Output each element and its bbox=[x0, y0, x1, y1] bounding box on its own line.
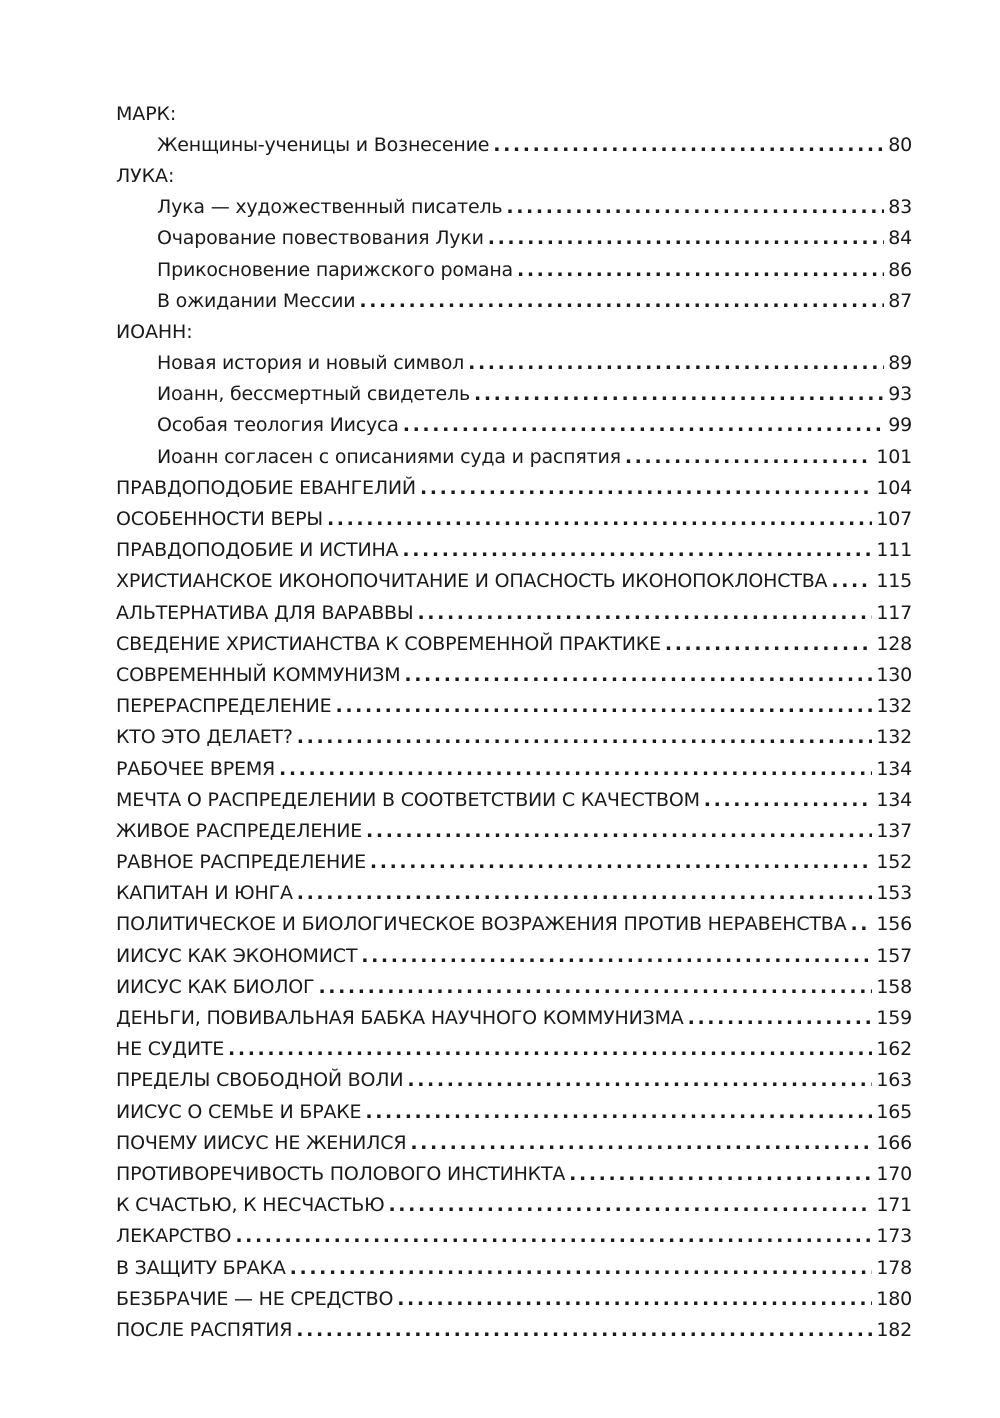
toc-dot-leader bbox=[297, 726, 873, 748]
toc-page-number: 158 bbox=[876, 975, 912, 998]
toc-page-number: 152 bbox=[876, 851, 912, 874]
toc-dot-leader bbox=[665, 633, 872, 655]
toc-page-number: 117 bbox=[876, 601, 912, 624]
toc-section-heading bbox=[116, 316, 912, 347]
toc-entry bbox=[116, 722, 912, 753]
toc-page-number: 163 bbox=[876, 1069, 912, 1092]
toc-page-number: 182 bbox=[876, 1318, 912, 1341]
toc-dot-leader bbox=[625, 446, 872, 468]
toc-entry-title: В ЗАЩИТУ БРАКА bbox=[116, 1256, 286, 1279]
toc-entry bbox=[116, 566, 912, 597]
toc-page-number: 84 bbox=[888, 227, 912, 250]
toc-page-number: 157 bbox=[876, 944, 912, 967]
toc-dot-leader bbox=[704, 789, 873, 811]
toc-entry bbox=[116, 535, 912, 566]
table-of-contents bbox=[116, 98, 912, 1346]
toc-page-number: 104 bbox=[876, 476, 912, 499]
toc-entry bbox=[116, 940, 912, 971]
toc-page-number: 115 bbox=[876, 570, 912, 593]
toc-dot-leader bbox=[410, 1132, 872, 1154]
toc-section-heading bbox=[116, 98, 912, 129]
toc-page-number: 159 bbox=[876, 1007, 912, 1030]
toc-dot-leader bbox=[688, 1007, 873, 1029]
toc-entry-title: ЖИВОЕ РАСПРЕДЕЛЕНИЕ bbox=[116, 819, 363, 842]
toc-dot-leader bbox=[474, 383, 884, 405]
toc-entry-title: ИИСУС КАК ЭКОНОМИСТ bbox=[116, 944, 358, 967]
toc-entry bbox=[116, 254, 912, 285]
toc-dot-leader bbox=[569, 1163, 872, 1185]
toc-dot-leader bbox=[468, 352, 884, 374]
toc-entry bbox=[116, 410, 912, 441]
toc-page-number: 93 bbox=[888, 383, 912, 406]
toc-entry bbox=[116, 223, 912, 254]
toc-entry bbox=[116, 379, 912, 410]
toc-dot-leader bbox=[488, 227, 884, 249]
toc-page-number: 111 bbox=[876, 539, 912, 562]
toc-page-number: 171 bbox=[876, 1194, 912, 1217]
toc-entry-title: БЕЗБРАЧИЕ — НЕ СРЕДСТВО bbox=[116, 1287, 394, 1310]
toc-dot-leader bbox=[831, 570, 872, 592]
toc-entry bbox=[116, 441, 912, 472]
toc-entry-title: Особая теология Иисуса bbox=[157, 414, 399, 437]
toc-entry bbox=[116, 129, 912, 160]
toc-dot-leader bbox=[279, 758, 872, 780]
toc-entry-title: ПРАВДОПОДОБИЕ И ИСТИНА bbox=[116, 539, 399, 562]
toc-dot-leader bbox=[228, 1038, 872, 1060]
toc-page-number: 170 bbox=[876, 1162, 912, 1185]
toc-entry bbox=[116, 285, 912, 316]
toc-page-number: 132 bbox=[876, 726, 912, 749]
toc-page-number: 101 bbox=[876, 445, 912, 468]
toc-entry bbox=[116, 815, 912, 846]
toc-entry bbox=[116, 192, 912, 223]
toc-entry-title: ИИСУС О СЕМЬЕ И БРАКЕ bbox=[116, 1100, 362, 1123]
toc-entry bbox=[116, 784, 912, 815]
toc-entry bbox=[116, 1158, 912, 1189]
toc-dot-leader bbox=[407, 1069, 872, 1091]
toc-dot-leader bbox=[297, 882, 873, 904]
toc-entry bbox=[116, 503, 912, 534]
toc-entry bbox=[116, 691, 912, 722]
toc-entry-title: Очарование повествования Луки bbox=[157, 227, 484, 250]
toc-entry-title: ЛУКА: bbox=[116, 164, 175, 187]
toc-entry bbox=[116, 1283, 912, 1314]
toc-section-heading bbox=[116, 160, 912, 191]
toc-entry-title: Лука — художественный писатель bbox=[157, 196, 503, 219]
toc-entry bbox=[116, 597, 912, 628]
toc-dot-leader bbox=[335, 695, 872, 717]
toc-page-number: 134 bbox=[876, 788, 912, 811]
toc-dot-leader bbox=[370, 851, 872, 873]
toc-page-number: 83 bbox=[888, 196, 912, 219]
toc-entry-title: НЕ СУДИТЕ bbox=[116, 1038, 225, 1061]
toc-entry-title: ЛЕКАРСТВО bbox=[116, 1225, 232, 1248]
toc-entry-title: СОВРЕМЕННЫЙ КОММУНИЗМ bbox=[116, 663, 401, 686]
toc-entry-title: ХРИСТИАНСКОЕ ИКОНОПОЧИТАНИЕ И ОПАСНОСТЬ ИКОНОПОКЛОНСТВА bbox=[116, 570, 828, 593]
toc-dot-leader bbox=[397, 1288, 872, 1310]
toc-page-number: 178 bbox=[876, 1256, 912, 1279]
toc-entry-title: СВЕДЕНИЕ ХРИСТИАНСТВА К СОВРЕМЕННОЙ ПРАКТИКЕ bbox=[116, 632, 661, 655]
toc-entry bbox=[116, 878, 912, 909]
toc-dot-leader bbox=[417, 602, 872, 624]
toc-entry bbox=[116, 1314, 912, 1345]
toc-entry bbox=[116, 1096, 912, 1127]
toc-page-number: 130 bbox=[876, 663, 912, 686]
toc-dot-leader bbox=[388, 1194, 872, 1216]
toc-entry-title: ПОЛИТИЧЕСКОЕ И БИОЛОГИЧЕСКОЕ ВОЗРАЖЕНИЯ ПРОТИВ НЕРАВЕНСТВА bbox=[116, 913, 847, 936]
toc-dot-leader bbox=[361, 945, 872, 967]
toc-entry-title: ПЕРЕРАСПРЕДЕЛЕНИЕ bbox=[116, 695, 332, 718]
toc-entry-title: РАВНОЕ РАСПРЕДЕЛЕНИЕ bbox=[116, 851, 366, 874]
toc-dot-leader bbox=[235, 1225, 872, 1247]
toc-entry-title: Иоанн согласен с описаниями суда и распятия bbox=[157, 445, 621, 468]
toc-dot-leader bbox=[420, 477, 872, 499]
toc-entry-title: АЛЬТЕРНАТИВА ДЛЯ ВАРАВВЫ bbox=[116, 601, 414, 624]
toc-page-number: 137 bbox=[876, 819, 912, 842]
toc-page-number: 80 bbox=[888, 133, 912, 156]
toc-entry bbox=[116, 348, 912, 379]
toc-page-number: 99 bbox=[888, 414, 912, 437]
toc-entry bbox=[116, 1002, 912, 1033]
toc-page-number: 156 bbox=[876, 913, 912, 936]
toc-dot-leader bbox=[327, 508, 872, 530]
toc-dot-leader bbox=[359, 290, 884, 312]
toc-entry bbox=[116, 753, 912, 784]
toc-entry-title: ИИСУС КАК БИОЛОГ bbox=[116, 975, 315, 998]
toc-page-number: 173 bbox=[876, 1225, 912, 1248]
toc-dot-leader bbox=[402, 539, 872, 561]
toc-dot-leader bbox=[403, 414, 884, 436]
toc-entry bbox=[116, 1190, 912, 1221]
toc-dot-leader bbox=[318, 976, 872, 998]
toc-entry bbox=[116, 909, 912, 940]
toc-dot-leader bbox=[404, 664, 872, 686]
toc-entry-title: Женщины-ученицы и Вознесение bbox=[157, 133, 490, 156]
toc-dot-leader bbox=[517, 259, 884, 281]
toc-entry-title: ИОАНН: bbox=[116, 320, 193, 343]
toc-page-number: 153 bbox=[876, 882, 912, 905]
toc-entry bbox=[116, 1065, 912, 1096]
toc-dot-leader bbox=[506, 196, 884, 218]
toc-page-number: 134 bbox=[876, 757, 912, 780]
toc-entry-title: ПРОТИВОРЕЧИВОСТЬ ПОЛОВОГО ИНСТИНКТА bbox=[116, 1162, 566, 1185]
toc-page-number: 162 bbox=[876, 1038, 912, 1061]
toc-page-number: 107 bbox=[876, 508, 912, 531]
toc-entry bbox=[116, 971, 912, 1002]
toc-entry-title: К СЧАСТЬЮ, К НЕСЧАСТЬЮ bbox=[116, 1194, 385, 1217]
toc-entry-title: ПОСЛЕ РАСПЯТИЯ bbox=[116, 1318, 293, 1341]
toc-dot-leader bbox=[366, 820, 872, 842]
toc-entry-title: МАРК: bbox=[116, 102, 177, 125]
toc-entry-title: МЕЧТА О РАСПРЕДЕЛЕНИИ В СООТВЕТСТВИИ С КАЧЕСТВОМ bbox=[116, 788, 700, 811]
toc-entry-title: ОСОБЕННОСТИ ВЕРЫ bbox=[116, 508, 323, 531]
toc-page-number: 180 bbox=[876, 1287, 912, 1310]
toc-entry-title: ПРЕДЕЛЫ СВОБОДНОЙ ВОЛИ bbox=[116, 1069, 404, 1092]
toc-dot-leader bbox=[290, 1257, 873, 1279]
toc-entry-title: В ожидании Мессии bbox=[157, 289, 356, 312]
toc-dot-leader bbox=[493, 134, 884, 156]
toc-entry-title: КТО ЭТО ДЕЛАЕТ? bbox=[116, 726, 293, 749]
toc-entry bbox=[116, 472, 912, 503]
toc-dot-leader bbox=[296, 1319, 872, 1341]
toc-page-number: 87 bbox=[888, 289, 912, 312]
toc-entry-title: Прикосновение парижского романа bbox=[157, 258, 513, 281]
toc-page-number: 86 bbox=[888, 258, 912, 281]
toc-page-number: 89 bbox=[888, 352, 912, 375]
toc-page-number: 128 bbox=[876, 632, 912, 655]
toc-entry-title: ДЕНЬГИ, ПОВИВАЛЬНАЯ БАБКА НАУЧНОГО КОММУНИЗМА bbox=[116, 1007, 684, 1030]
toc-entry bbox=[116, 1034, 912, 1065]
toc-entry-title: РАБОЧЕЕ ВРЕМЯ bbox=[116, 757, 276, 780]
toc-entry bbox=[116, 1252, 912, 1283]
toc-page-number: 165 bbox=[876, 1100, 912, 1123]
toc-dot-leader bbox=[850, 913, 872, 935]
toc-dot-leader bbox=[365, 1101, 872, 1123]
toc-entry-title: КАПИТАН И ЮНГА bbox=[116, 882, 293, 905]
toc-entry-title: Иоанн, бессмертный свидетель bbox=[157, 383, 470, 406]
toc-page-number: 166 bbox=[876, 1131, 912, 1154]
toc-page-number: 132 bbox=[876, 695, 912, 718]
toc-entry bbox=[116, 1221, 912, 1252]
toc-entry-title: ПОЧЕМУ ИИСУС НЕ ЖЕНИЛСЯ bbox=[116, 1131, 407, 1154]
toc-entry-title: ПРАВДОПОДОБИЕ ЕВАНГЕЛИЙ bbox=[116, 476, 416, 499]
toc-entry bbox=[116, 659, 912, 690]
toc-entry bbox=[116, 847, 912, 878]
toc-entry bbox=[116, 1127, 912, 1158]
toc-entry-title: Новая история и новый символ bbox=[157, 352, 465, 375]
toc-entry bbox=[116, 628, 912, 659]
